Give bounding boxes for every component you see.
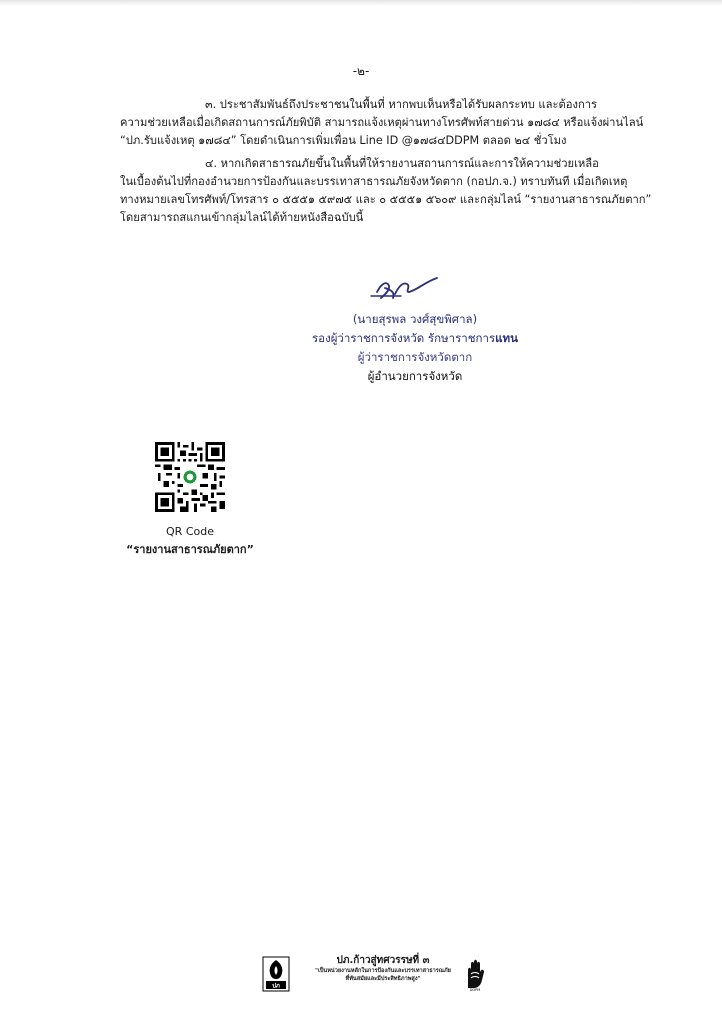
- paragraph-line: ๓. ประชาสัมพันธ์ถึงประชาชนในพื้นที่ หากพบเห็นหรือได้รับผลกระทบ และต้องการ: [205, 98, 598, 111]
- paragraph-line: ทางหมายเลขโทรศัพท์/โทรสาร ๐ ๕๕๕๑ ๕๙๗๕ และ ๐ ๕๕๕๑ ๕๖๐๙ และกลุ่มไลน์ “รายงานสาธารณภัยตาก”: [120, 193, 652, 206]
- signature-block: [250, 310, 580, 386]
- footer-title: ปภ.ก้าวสู่ทศวรรษที่ ๓: [336, 955, 430, 966]
- footer-subtitle-line: "เป็นหน่วยงานหลักในการป้องกันและบรรเทาสาธารณภัย: [315, 968, 451, 974]
- signer-position-on-behalf: แทน: [495, 331, 518, 345]
- hand-logo-lettering: DDPM: [469, 988, 481, 992]
- signer-position-governor: ผู้ว่าราชการจังหวัดตาก: [357, 350, 473, 364]
- paragraph-line: “ปภ.รับแจ้งเหตุ ๑๗๘๔” โดยดำเนินการเพิ่มเพื่อน Line ID @๑๗๘๔DDPM ตลอด ๒๔ ชั่วโมง: [120, 134, 567, 147]
- paragraph-3: [120, 96, 650, 150]
- qr-caption: [110, 523, 270, 559]
- signer-name: (นายสุรพล วงศ์สุขพิศาล): [352, 312, 478, 326]
- footer-motto: [298, 954, 468, 983]
- hand-logo-icon: [460, 956, 490, 992]
- handwritten-signature: [365, 268, 445, 306]
- qr-label: QR Code: [166, 525, 214, 538]
- paragraph-line: โดยสามารถสแกนเข้ากลุ่มไลน์ได้ท้ายหนังสือฉบับนี้: [120, 211, 364, 224]
- scan-edge: [0, 0, 722, 6]
- footer-banner: [262, 950, 502, 1000]
- paragraph-4: [120, 155, 650, 227]
- footer-subtitle-line: ที่ทันสมัยและมีประสิทธิภาพสูง": [345, 976, 421, 982]
- qr-code-image: [155, 442, 225, 512]
- emblem-lettering: ปภ: [272, 982, 280, 990]
- signer-position-director: ผู้อำนวยการจังหวัด: [367, 369, 463, 383]
- signer-position-acting: [250, 329, 580, 348]
- signer-position-text: รองผู้ว่าราชการจังหวัด รักษาราชการ: [312, 331, 496, 345]
- page-number: -๒-: [352, 64, 370, 78]
- paragraph-line: ๔. หากเกิดสาธารณภัยขึ้นในพื้นที่ให้รายงานสถานการณ์และการให้ความช่วยเหลือ: [205, 157, 599, 170]
- qr-title: “รายงานสาธารณภัยตาก”: [126, 543, 254, 556]
- ddpm-emblem-icon: [262, 956, 290, 992]
- paragraph-line: ความช่วยเหลือเมื่อเกิดสถานการณ์ภัยพิบัติ สามารถแจ้งเหตุผ่านทางโทรศัพท์สายด่วน ๑๗๘๔ หรือแจ้งผ่านไลน์: [120, 116, 644, 129]
- paragraph-line: ในเบื้องต้นไปที่กองอำนวยการป้องกันและบรรเทาสาธารณภัยจังหวัดตาก (กอปภ.จ.) ทราบทันที เมื่อเกิดเหตุ: [120, 175, 628, 188]
